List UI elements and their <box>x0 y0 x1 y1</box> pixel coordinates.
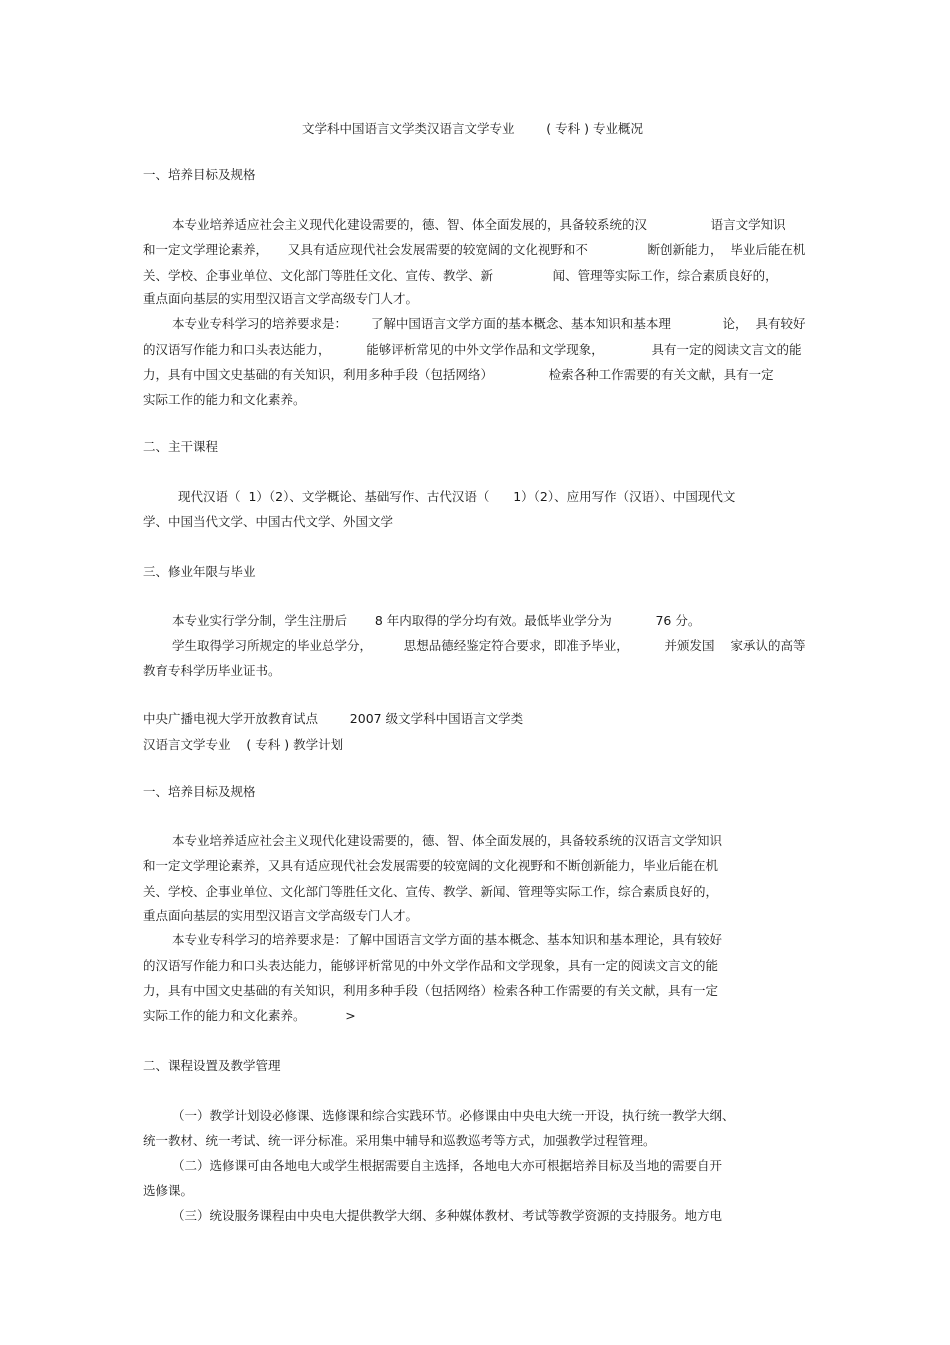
paragraph-line: （一）教学计划设必修课、选修课和综合实践环节。必修课由中央电大统一开设，执行统一教学大纲、 <box>172 1108 735 1123</box>
paragraph-line: 本专业实行学分制，学生注册后 8 年内取得的学分均有效。最低毕业学分为 76 分。 <box>172 613 701 628</box>
paragraph-line: （三）统设服务课程由中央电大提供教学大纲、多种媒体教材、考试等教学资源的支持服务。地方电 <box>172 1208 723 1223</box>
paragraph-line: 现代汉语（ 1）（2）、文学概论、基础写作、古代汉语（ 1）（2）、应用写作（汉语）、中国现代文 <box>178 489 736 504</box>
paragraph-line: 学、中国当代文学、中国古代文学、外国文学 <box>143 514 394 529</box>
plan-header-line: 汉语言文学专业 ( 专科 ) 教学计划 <box>143 737 344 752</box>
paragraph-line: 本专业培养适应社会主义现代化建设需要的，德、智、体全面发展的，具备较系统的汉语言文学知识 <box>172 833 723 848</box>
section-heading: 一、培养目标及规格 <box>143 167 256 182</box>
paragraph-line: 力，具有中国文史基础的有关知识，利用多种手段（包括网络）检索各种工作需要的有关文献，具有一定 <box>143 983 719 998</box>
paragraph-line: 关、学校、企事业单位、文化部门等胜任文化、宣传、教学、新闻、管理等实际工作，综合素质良好的， <box>143 884 719 899</box>
paragraph-line: 实际工作的能力和文化素养。 > <box>143 1008 356 1023</box>
paragraph-line: （二）选修课可由各地电大或学生根据需要自主选择，各地电大亦可根据培养目标及当地的需要自开 <box>172 1158 723 1173</box>
paragraph-line: 学生取得学习所规定的毕业总学分， 思想品德经鉴定符合要求，即准予毕业， 并颁发国 家承认的高等 <box>172 638 806 653</box>
paragraph-line: 统一教材、统一考试、统一评分标准。采用集中辅导和巡教巡考等方式，加强教学过程管理。 <box>143 1133 656 1148</box>
paragraph-line: 关、学校、企事业单位、文化部门等胜任文化、宣传、教学、新 闻、管理等实际工作，综合素质良好的， <box>143 268 778 283</box>
paragraph-line: 选修课。 <box>143 1183 194 1198</box>
paragraph-line: 本专业专科学习的培养要求是：了解中国语言文学方面的基本概念、基本知识和基本理论，具有较好 <box>172 932 723 947</box>
plan-header-line: 中央广播电视大学开放教育试点 2007 级文学科中国语言文学类 <box>143 711 524 726</box>
paragraph-line: 的汉语写作能力和口头表达能力， 能够评析常见的中外文学作品和文学现象， 具有一定的阅读文言文的能 <box>143 342 802 357</box>
paragraph-line: 本专业培养适应社会主义现代化建设需要的，德、智、体全面发展的，具备较系统的汉 语言文学知识 <box>172 217 786 232</box>
paragraph-line: 教育专科学历毕业证书。 <box>143 663 281 678</box>
paragraph-line: 和一定文学理论素养，又具有适应现代社会发展需要的较宽阔的文化视野和不断创新能力，毕业后能在机 <box>143 858 719 873</box>
paragraph-line: 重点面向基层的实用型汉语言文学高级专门人才。 <box>143 291 419 306</box>
document-title: 文学科中国语言文学类汉语言文学专业 ( 专科 ) 专业概况 <box>302 121 643 136</box>
paragraph-line: 重点面向基层的实用型汉语言文学高级专门人才。 <box>143 908 419 923</box>
section-heading: 二、主干课程 <box>143 439 219 454</box>
section-heading: 一、培养目标及规格 <box>143 784 256 799</box>
paragraph-line: 和一定文学理论素养， 又具有适应现代社会发展需要的较宽阔的文化视野和不 断创新能力， 毕业后能在机 <box>143 242 806 257</box>
paragraph-line: 的汉语写作能力和口头表达能力，能够评析常见的中外文学作品和文学现象，具有一定的阅读文言文的能 <box>143 958 719 973</box>
paragraph-line: 力，具有中国文史基础的有关知识，利用多种手段（包括网络） 检索各种工作需要的有关文献，具有一定 <box>143 367 774 382</box>
paragraph-line: 实际工作的能力和文化素养。 <box>143 392 306 407</box>
paragraph-line: 本专业专科学习的培养要求是： 了解中国语言文学方面的基本概念、基本知识和基本理 论， 具有较好 <box>172 316 806 331</box>
section-heading: 三、修业年限与毕业 <box>143 564 256 579</box>
section-heading: 二、课程设置及教学管理 <box>143 1058 281 1073</box>
